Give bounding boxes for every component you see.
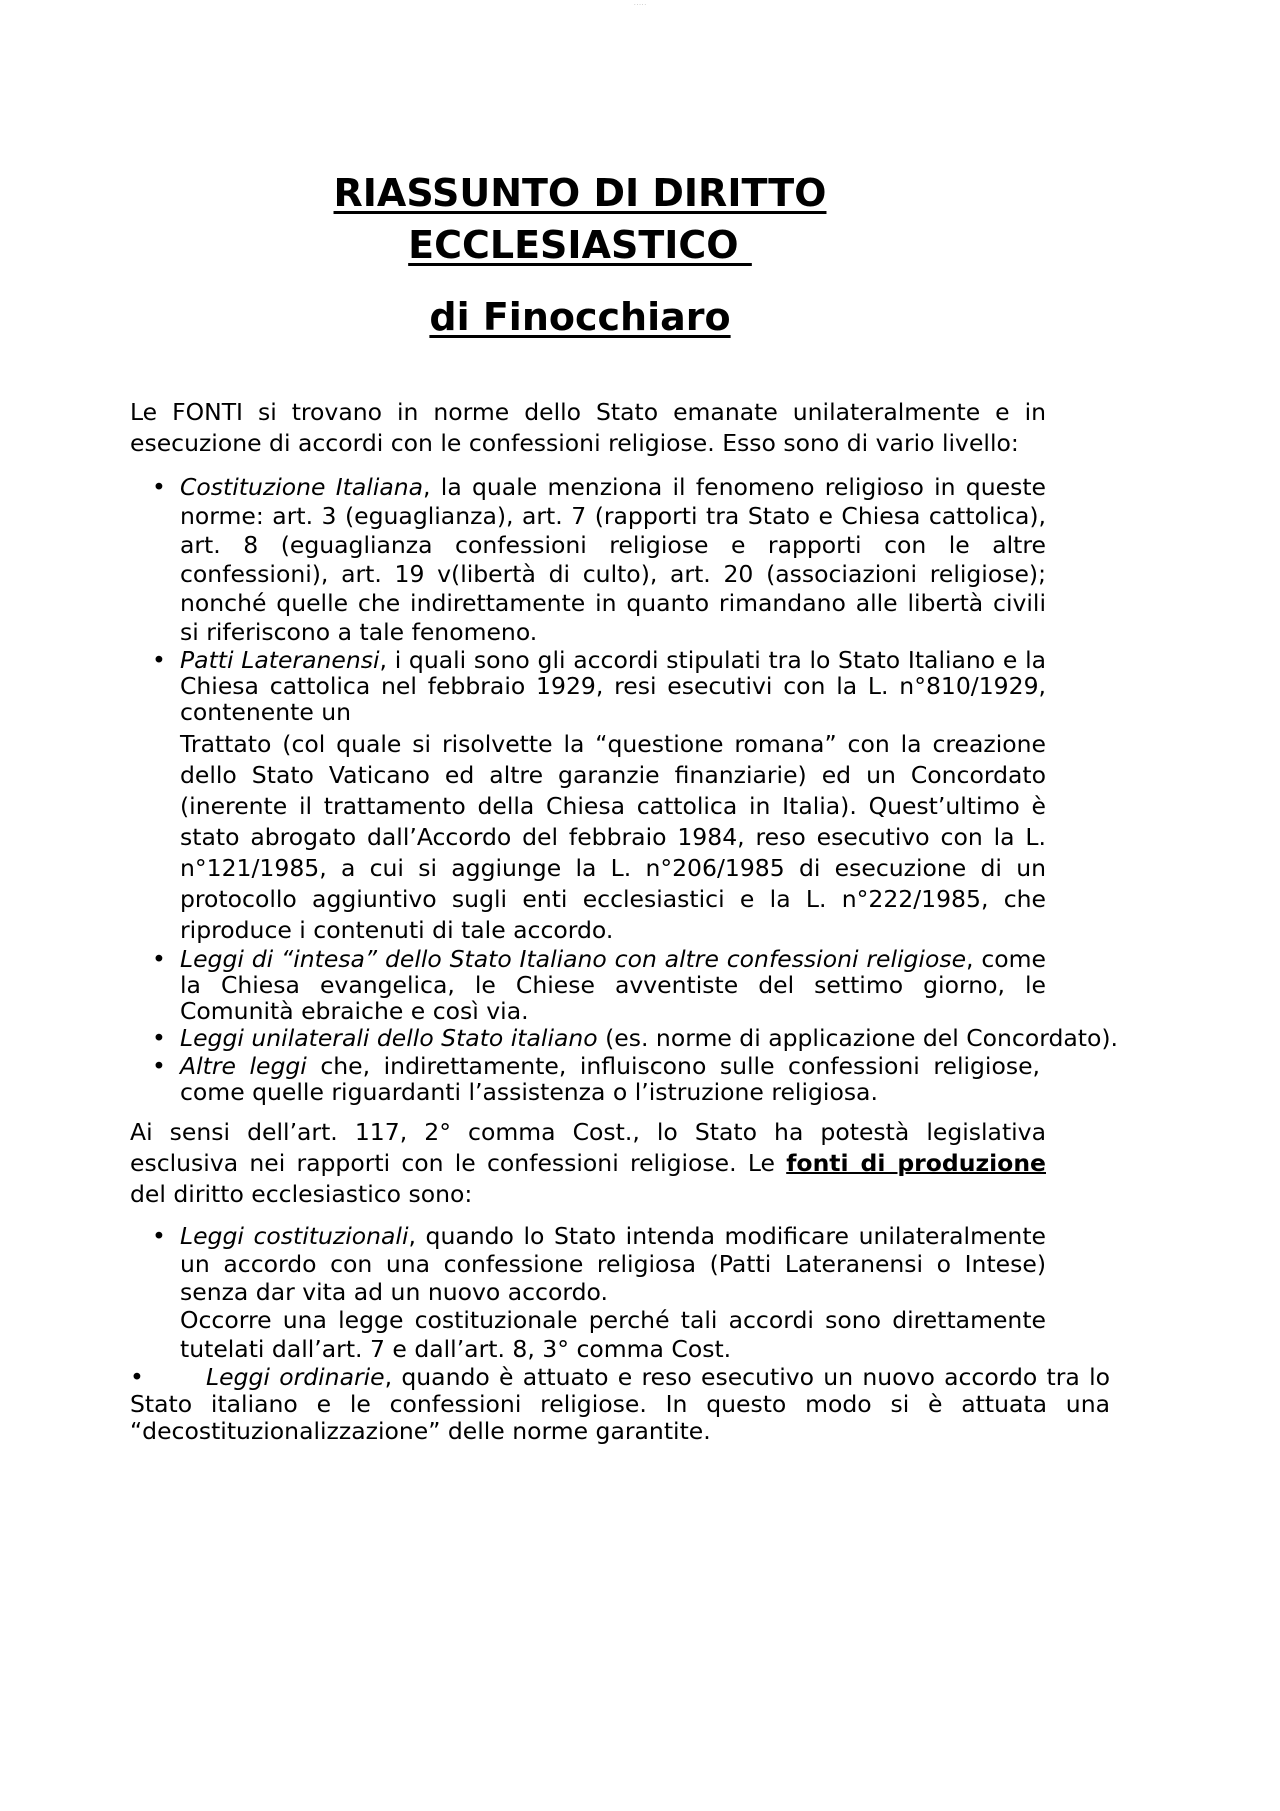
second-paragraph xyxy=(130,1117,1046,1210)
list-item-emphasis: Leggi di “intesa” dello Stato Italiano con altre confessioni religiose xyxy=(180,945,967,973)
title-block xyxy=(0,167,1160,343)
list-item xyxy=(130,1222,1046,1306)
list-item-emphasis: Leggi ordinarie xyxy=(206,1363,385,1391)
list-item-emphasis: Costituzione Italiana xyxy=(180,473,424,501)
bullet-icon: • xyxy=(152,473,166,501)
list-item xyxy=(130,1364,1110,1445)
list-item-continuation xyxy=(130,1306,1046,1364)
document-title-line1: RIASSUNTO DI DIRITTO xyxy=(333,171,827,215)
list-item xyxy=(130,1024,1280,1053)
list-item-text: , quando lo Stato intenda modificare unilateralmente un accordo con una confessione religiosa (Patti Lateranensi o Intese) senza dar vita ad un nuovo accordo. xyxy=(180,1222,1046,1306)
list-item xyxy=(130,1053,1040,1105)
bullet-icon: • xyxy=(152,646,166,674)
list-item-emphasis: Altre leggi xyxy=(180,1052,307,1080)
bullet-icon: • xyxy=(152,1222,166,1250)
spacer xyxy=(130,1105,1046,1117)
document-title-line2: ECCLESIASTICO xyxy=(408,223,752,267)
document-body xyxy=(130,397,1119,1445)
spacer xyxy=(130,1210,1046,1222)
fonti-list xyxy=(130,473,1119,1106)
page-header-mark: · · · · · xyxy=(634,2,646,7)
second-paragraph-text-end: del diritto ecclesiastico sono: xyxy=(130,1180,473,1208)
list-item-text: , come la Chiesa evangelica, le Chiese avventiste del settimo giorno, le Comunità ebraiche e così via. xyxy=(180,945,1046,1025)
intro-paragraph: Le FONTI si trovano in norme dello Stato emanate unilateralmente e in esecuzione di accordi con le confessioni religiose. Esso sono di vario livello: xyxy=(130,398,1046,457)
list-item-text: , la quale menziona il fenomeno religioso in queste norme: art. 3 (eguaglianza), art. 7 (rapporti tra Stato e Chiesa cattolica), art. 8 (eguaglianza confessioni religiose e rapporti con le altre confessioni), art. 19 v(libertà di culto), art. 20 (associazioni religiose); nonché quelle che indirettamente in quanto rimandano alle libertà civili si riferiscono a tale fenomeno. xyxy=(180,473,1046,646)
list-item xyxy=(130,647,1046,725)
bullet-icon: • xyxy=(130,1363,144,1391)
list-item-emphasis: Leggi costituzionali xyxy=(180,1222,409,1250)
list-item-text: che, indirettamente, influiscono sulle confessioni religiose, come quelle riguardanti l’assistenza o l’istruzione religiosa. xyxy=(180,1052,1040,1106)
list-item-text: , i quali sono gli accordi stipulati tra lo Stato Italiano e la Chiesa cattolica nel febbraio 1929, resi esecutivi con la L. n°810/1929, contenente un xyxy=(180,646,1047,726)
list-item-continuation xyxy=(130,725,1046,946)
second-paragraph-text: Ai sensi dell’art. 117, 2° comma Cost., lo Stato ha potestà legislativa esclusiva nei rapporti con le confessioni religiose. Le xyxy=(130,1118,1046,1177)
fonti-produzione-term: fonti di produzione xyxy=(786,1149,1046,1177)
document-subtitle: di Finocchiaro xyxy=(429,295,731,339)
bullet-icon: • xyxy=(152,945,166,973)
bullet-icon: • xyxy=(152,1052,166,1080)
bullet-icon: • xyxy=(152,1024,166,1052)
list-item-text: (es. norme di applicazione del Concordato). xyxy=(597,1024,1119,1052)
list-item-text: Trattato (col quale si risolvette la “questione romana” con la creazione dello Stato Vaticano ed altre garanzie finanziarie) ed un Concordato (inerente il trattamento della Chiesa cattolica in Italia). Quest’ultimo è stato abrogato dall’Accordo del febbraio 1984, reso esecutivo con la L. n°121/1985, a cui si aggiunge la L. n°206/1985 di esecuzione di un protocollo aggiuntivo sugli enti ecclesiastici e la L. n°222/1985, che riproduce i contenuti di tale accordo. xyxy=(180,730,1046,944)
list-item xyxy=(130,946,1046,1024)
list-item xyxy=(130,473,1046,647)
list-item-emphasis: Patti Lateranensi xyxy=(180,646,380,674)
list-item-text: Occorre una legge costituzionale perché tali accordi sono direttamente tutelati dall’art. 7 e dall’art. 8, 3° comma Cost. xyxy=(180,1306,1046,1363)
list-item-emphasis: Leggi unilaterali dello Stato italiano xyxy=(180,1024,598,1052)
produzione-list xyxy=(130,1222,1046,1364)
list-item-text: , quando è attuato e reso esecutivo un nuovo accordo tra lo Stato italiano e le confessioni religiose. In questo modo si è attuata una “decostituzionalizzazione” delle norme garantite. xyxy=(130,1363,1111,1445)
